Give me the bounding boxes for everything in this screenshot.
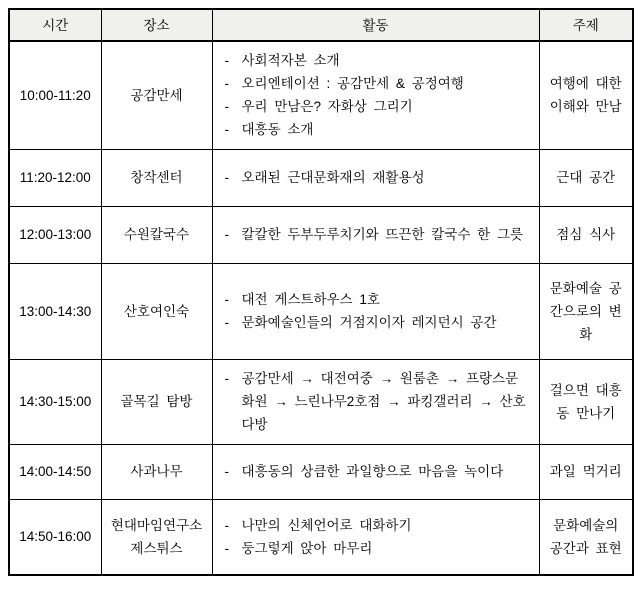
- activity-text: 오리엔테이션 : 공감만세 & 공정여행: [241, 76, 464, 92]
- activity-item: [225, 537, 531, 560]
- activity-text: 대흥동 소개: [241, 122, 314, 138]
- table-row: [9, 444, 633, 499]
- bullet-dash: -: [224, 76, 229, 92]
- col-header-topic: 주제: [539, 9, 633, 41]
- header-row: [9, 9, 633, 41]
- activity-text: 대전 게스트하우스 1호: [241, 292, 380, 307]
- table-row: [9, 359, 633, 444]
- activity-item: [225, 166, 531, 189]
- bullet-dash: -: [224, 122, 229, 138]
- activity-item: [225, 95, 531, 118]
- bullet-dash: -: [224, 540, 229, 556]
- activity-text: 나만의 신체언어로 대화하기: [241, 517, 412, 533]
- activities-cell: [212, 206, 539, 263]
- activities-cell: [212, 263, 539, 359]
- topic-cell: 문화예술 공간으로의 변화: [539, 263, 633, 359]
- activity-item: [225, 367, 531, 436]
- time-cell: 14:00-14:50: [9, 444, 101, 499]
- bullet-dash: -: [224, 99, 229, 115]
- bullet-dash: -: [224, 170, 229, 185]
- activities-cell: [212, 444, 539, 499]
- bullet-dash: -: [224, 371, 229, 386]
- activity-text: 둥그렇게 앉아 마무리: [241, 540, 373, 556]
- activity-item: [225, 288, 531, 311]
- time-cell: 11:20-12:00: [9, 149, 101, 206]
- place-cell: 사과나무: [101, 444, 212, 499]
- time-cell: 12:00-13:00: [9, 206, 101, 263]
- activity-text: 오래된 근대문화재의 재활용성: [241, 170, 425, 185]
- activities-cell: [212, 41, 539, 149]
- table-row: [9, 41, 633, 149]
- schedule-table: [8, 8, 634, 576]
- activity-text: 칼칼한 두부두루치기와 뜨끈한 칼국수 한 그릇: [241, 227, 524, 242]
- bullet-dash: -: [224, 227, 229, 242]
- time-cell: 10:00-11:20: [9, 41, 101, 149]
- table-row: [9, 263, 633, 359]
- activity-item: [225, 223, 531, 246]
- activity-item: [225, 72, 531, 95]
- place-cell: 현대마임연구소 제스튀스: [101, 499, 212, 575]
- col-header-place: 장소: [101, 9, 212, 41]
- topic-cell: 근대 공간: [539, 149, 633, 206]
- activity-item: [225, 49, 531, 72]
- time-cell: 14:30-15:00: [9, 359, 101, 444]
- topic-cell: 문화예술의 공간과 표현: [539, 499, 633, 575]
- time-cell: 14:50-16:00: [9, 499, 101, 575]
- place-cell: 골목길 탐방: [101, 359, 212, 444]
- activity-text: 문화예술인들의 거점지이자 레지던시 공간: [241, 315, 497, 330]
- table-row: [9, 149, 633, 206]
- place-cell: 산호여인숙: [101, 263, 212, 359]
- place-cell: 창작센터: [101, 149, 212, 206]
- activity-item: [225, 118, 531, 141]
- bullet-dash: -: [224, 315, 229, 330]
- activity-text: 사회적자본 소개: [241, 53, 340, 69]
- activities-cell: [212, 149, 539, 206]
- activity-item: [225, 514, 531, 537]
- bullet-dash: -: [224, 53, 229, 69]
- place-cell: 공감만세: [101, 41, 212, 149]
- table-row: [9, 206, 633, 263]
- activity-text: 우리 만남은? 자화상 그리기: [241, 99, 413, 115]
- activities-cell: [212, 499, 539, 575]
- place-cell: 수원칼국수: [101, 206, 212, 263]
- bullet-dash: -: [224, 464, 229, 479]
- topic-cell: 점심 식사: [539, 206, 633, 263]
- topic-cell: 걸으면 대흥동 만나기: [539, 359, 633, 444]
- col-header-activity: 활동: [212, 9, 539, 41]
- col-header-time: 시간: [9, 9, 101, 41]
- activity-item: [225, 311, 531, 334]
- activity-text: 공감만세 → 대전여중 → 원룸촌 → 프랑스문화원 → 느린나무2호점 → 파킹갤러리 → 산호다방: [241, 371, 526, 432]
- bullet-dash: -: [224, 292, 229, 307]
- topic-cell: 과일 먹거리: [539, 444, 633, 499]
- activities-cell: [212, 359, 539, 444]
- time-cell: 13:00-14:30: [9, 263, 101, 359]
- topic-cell: 여행에 대한 이해와 만남: [539, 41, 633, 149]
- activity-item: [225, 460, 531, 483]
- activity-text: 대흥동의 상큼한 과일향으로 마음을 녹이다: [241, 464, 504, 479]
- bullet-dash: -: [224, 517, 229, 533]
- table-row: [9, 499, 633, 575]
